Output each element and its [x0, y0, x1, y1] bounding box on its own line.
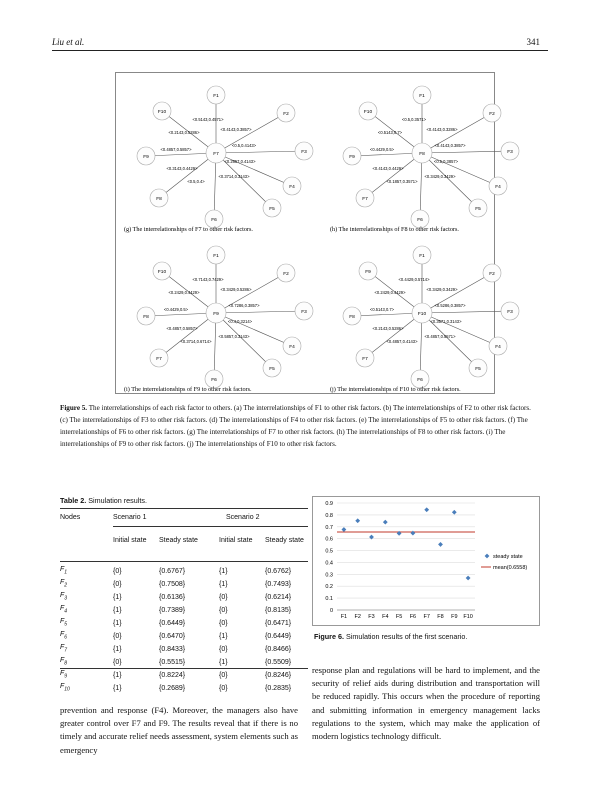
value-cell: {0} [113, 580, 122, 588]
network-panel-i [124, 246, 313, 393]
x-tick-label: F6 [409, 614, 417, 620]
edge-arrow [422, 311, 510, 313]
figure-6-label: Figure 6. [314, 632, 344, 641]
edge-arrow [352, 313, 422, 316]
edge-weight-label: <0.3429,0.5286> [220, 287, 252, 292]
value-cell: {0} [113, 567, 122, 575]
edge-arrow [146, 153, 216, 156]
edge-arrow [365, 313, 422, 358]
edge-weight-label: <0.5143,0.7> [377, 130, 403, 135]
edge-weight-label: <0.2857,0.4143> [224, 159, 256, 164]
header-steady-state-2: Steady state [265, 537, 304, 544]
node-label: F8 [349, 314, 355, 320]
node-cell: $F_1$ [60, 566, 68, 576]
y-tick-label: 0.6 [325, 536, 333, 543]
edge-weight-label: <0.4857,0.4143> [386, 339, 418, 344]
edge-weight-label: <0.5,0.3857> [433, 159, 459, 164]
value-cell: {0} [219, 684, 228, 692]
node-label: F3 [507, 149, 513, 155]
edge-weight-label: <0.4,0.3214> [227, 319, 253, 324]
table-row [60, 643, 308, 656]
node-label: F9 [365, 269, 371, 275]
value-cell: {0} [219, 671, 228, 679]
node-cell: $F_9$ [60, 669, 68, 680]
edge-arrow [159, 313, 216, 358]
y-tick-label: 0 [329, 608, 333, 614]
node-label: F9 [143, 154, 149, 160]
edge-weight-label: <0.1857,0.3571> [386, 179, 418, 184]
value-cell: {0.2835} [265, 684, 292, 692]
node-label: F4 [495, 184, 501, 190]
edge-weight-label: <0.4429,0.5> [163, 307, 189, 312]
figure-5-label: Figure 5. [60, 404, 88, 412]
value-cell: {0} [219, 606, 228, 614]
header-rule [52, 50, 548, 51]
node-label: F8 [156, 196, 162, 202]
table-row [60, 630, 308, 643]
node-label: F1 [213, 253, 219, 259]
data-point [342, 527, 347, 532]
header-initial-state-2: Initial state [219, 537, 253, 544]
node-label: F5 [269, 206, 275, 212]
node-label: F5 [475, 206, 481, 212]
value-cell: {0.6471} [265, 619, 292, 627]
node-cell: $F_4$ [60, 604, 68, 615]
body-paragraph-right: response plan and regulations will be hard to implement, and the security of relief aids during distribution and transportation will be reduced rapidly. This occurs when the procedure of reporting and submitting information in emergency management lacks regulations to the system, which may make the application of modern logistics technology difficult. [312, 665, 540, 742]
table-row [60, 591, 308, 604]
x-tick-label: F3 [368, 614, 375, 620]
node-label: F10 [363, 109, 373, 115]
table-header-rule [60, 561, 308, 562]
running-header-author: Liu et al. [52, 37, 85, 47]
edge-weight-label: <0.2143,0.5286> [168, 130, 200, 135]
node-cell: $F_8$ [60, 656, 68, 667]
node-label: F6 [211, 217, 217, 223]
figure-5-box [115, 72, 513, 394]
edge-weight-label: <0.3714,0.6714> [180, 339, 212, 344]
panel-subcaption: (j) The interrelationships of F10 to other risk factors. [330, 386, 461, 393]
node-label: F5 [269, 366, 275, 372]
edge-weight-label: <0.3143,0.4429> [166, 166, 198, 171]
value-cell: {0.8433} [159, 645, 186, 653]
y-tick-label: 0.2 [325, 584, 333, 591]
node-label: F3 [301, 149, 307, 155]
edge-arrow [216, 313, 292, 346]
value-cell: {0.6449} [159, 619, 186, 627]
figure-6-plot [313, 497, 539, 625]
edge-arrow [422, 151, 510, 153]
data-point [383, 520, 388, 525]
edge-weight-label: <0.5,0.4> [187, 179, 205, 184]
edge-arrow [352, 153, 422, 156]
center-node-label: F7 [213, 151, 219, 157]
value-cell: {0.8246} [265, 671, 292, 679]
node-cell: $F_{10}$ [60, 682, 70, 693]
table-row [60, 604, 308, 617]
value-cell: {0} [219, 593, 228, 601]
data-point [452, 510, 457, 515]
table-row [60, 669, 308, 682]
x-tick-label: F1 [340, 614, 348, 620]
value-cell: {0.6767} [159, 567, 186, 575]
x-tick-label: F8 [437, 614, 444, 620]
value-cell: {0.2689} [159, 684, 186, 692]
table-2-title [60, 496, 147, 505]
edge-weight-label: <0.4429,0.5714> [398, 277, 430, 282]
header-steady-state-1: Steady state [159, 537, 198, 544]
node-label: F5 [475, 366, 481, 372]
edge-weight-label: <0.4857,0.5857> [160, 147, 192, 152]
center-node-label: F9 [213, 311, 219, 317]
edge-arrow [422, 313, 498, 346]
edge-arrow [159, 153, 216, 198]
x-tick-label: F4 [382, 614, 389, 620]
header-scenario-1: Scenario 1 [113, 514, 147, 521]
table-row [60, 656, 308, 669]
legend-label-steady: steady state [493, 554, 523, 560]
node-label: F2 [283, 111, 289, 117]
figure-5-caption [60, 402, 540, 450]
value-cell: {0.8224} [159, 671, 186, 679]
table-sub-header [60, 536, 308, 546]
value-cell: {0.5515} [159, 658, 186, 666]
figure-6-caption-text: Simulation results of the first scenario. [345, 632, 468, 641]
node-label: F4 [289, 184, 295, 190]
value-cell: {1} [113, 684, 122, 692]
header-initial-state-1: Initial state [113, 537, 147, 544]
value-cell: {0.7508} [159, 580, 186, 588]
node-label: F6 [417, 217, 423, 223]
edge-arrow [146, 313, 216, 316]
value-cell: {1} [219, 580, 228, 588]
edge-weight-label: <0.3429,0.3429> [426, 287, 458, 292]
value-cell: {0.7493} [265, 580, 292, 588]
figure-6-caption [314, 632, 467, 641]
value-cell: {0} [113, 658, 122, 666]
network-panel-g [124, 86, 313, 233]
value-cell: {0.5509} [265, 658, 292, 666]
y-tick-label: 0.7 [325, 524, 333, 531]
node-label: F6 [417, 377, 423, 383]
value-cell: {1} [219, 632, 228, 640]
node-label: F1 [419, 253, 425, 259]
node-label: F3 [301, 309, 307, 315]
edge-weight-label: <0.5143,0.7> [369, 307, 395, 312]
value-cell: {0} [219, 645, 228, 653]
x-tick-label: F5 [395, 614, 403, 620]
edge-weight-label: <0.5286,0.3857> [434, 303, 466, 308]
table-row [60, 682, 308, 695]
node-cell: $F_5$ [60, 617, 68, 628]
edge-weight-label: <0.3714,0.3143> [218, 174, 250, 179]
edge-weight-label: <0.5143,0.4571> [192, 117, 224, 122]
value-cell: {0} [113, 632, 122, 640]
value-cell: {0.6136} [159, 593, 186, 601]
edge-weight-label: <0.3429,0.3429> [424, 174, 456, 179]
network-panel-j [330, 246, 519, 393]
x-tick-label: F10 [463, 614, 473, 620]
node-label: F1 [419, 93, 425, 99]
table-bottom-rule [60, 668, 308, 669]
value-cell: {0.8466} [265, 645, 292, 653]
node-label: F4 [289, 344, 295, 350]
scenario-2-rule [219, 526, 308, 527]
table-row [60, 578, 308, 591]
node-label: F6 [211, 377, 217, 383]
y-tick-label: 0.1 [325, 596, 333, 603]
y-tick-label: 0.8 [325, 512, 333, 519]
node-cell: $F_6$ [60, 630, 68, 641]
figure-5-diagrams [116, 73, 513, 393]
node-label: F2 [283, 271, 289, 277]
scenario-1-rule [113, 526, 219, 527]
node-label: F10 [157, 109, 167, 115]
data-point [438, 542, 443, 547]
y-tick-label: 0.5 [325, 548, 333, 555]
node-label: F9 [349, 154, 355, 160]
value-cell: {0.8135} [265, 606, 292, 614]
node-cell: $F_7$ [60, 643, 68, 654]
node-label: F1 [213, 93, 219, 99]
panel-subcaption: (g) The interrelationships of F7 to other risk factors. [124, 226, 253, 233]
edge-arrow [216, 311, 304, 313]
edge-weight-label: <0.2429,0.4429> [374, 290, 406, 295]
edge-arrow [365, 153, 422, 198]
legend-marker-steady [485, 554, 490, 559]
edge-arrow [422, 153, 498, 186]
data-point [466, 576, 471, 581]
y-tick-label: 0.3 [325, 572, 333, 579]
y-tick-label: 0.4 [325, 560, 333, 567]
edge-weight-label: <0.2143,0.5286> [372, 326, 404, 331]
edge-weight-label: <0.5,0.4143> [231, 143, 257, 148]
value-cell: {0.6449} [265, 632, 292, 640]
edge-weight-label: <0.4857,0.5857> [166, 326, 198, 331]
node-cell: $F_3$ [60, 591, 68, 602]
edge-weight-label: <0.4857,0.5571> [424, 334, 456, 339]
value-cell: {1} [219, 567, 228, 575]
table-row [60, 565, 308, 578]
panel-subcaption: (i) The interrelationships of F9 to other risk factors. [124, 386, 252, 393]
edge-arrow [216, 151, 304, 153]
data-point [355, 518, 360, 523]
value-cell: {1} [113, 593, 122, 601]
table-top-rule [60, 508, 308, 509]
edge-weight-label: <0.7143,0.7429> [192, 277, 224, 282]
edge-weight-label: <0.4143,0.3857> [220, 127, 252, 132]
x-tick-label: F2 [354, 614, 361, 620]
node-label: F2 [489, 271, 495, 277]
table-row [60, 617, 308, 630]
edge-weight-label: <0.3571,0.3143> [430, 319, 462, 324]
center-node-label: F8 [419, 151, 425, 157]
value-cell: {0} [219, 619, 228, 627]
table-group-header [60, 513, 259, 523]
data-point [424, 507, 429, 512]
node-label: F10 [157, 269, 167, 275]
figure-5-caption-text: The interrelationships of each risk factor to others. (a) The interrelationships of F1 to other risk factors. (b) The interrelationships of F2 to other risk factors. (c) The interrelationships of F3 to other risk factors. (d) The interrelationships of F4 to other risk factors. (e) The interrelationships of F5 to other risk factors. (f) The interrelationships of F6 to other risk factors. (g) The interrelationships of F7 to other risk factors. (h) The interrelationships of F8 to other risk factors. (i) The interrelationships of F9 to other risk factors. (j) The interrelationships of F10 to other risk factors. [60, 404, 531, 448]
data-point [411, 531, 416, 536]
value-cell: {0.6214} [265, 593, 292, 601]
table-2-label: Table 2. [60, 496, 87, 505]
node-label: F3 [507, 309, 513, 315]
edge-weight-label: <0.4143,0.3857> [434, 143, 466, 148]
node-label: F7 [362, 356, 368, 362]
value-cell: {1} [113, 671, 122, 679]
page-number: 341 [526, 37, 540, 47]
header-scenario-2: Scenario 2 [226, 514, 260, 521]
y-tick-label: 0.9 [325, 501, 333, 507]
panel-subcaption: (h) The interrelationships of F8 to other risk factors. [330, 226, 459, 233]
edge-weight-label: <0.5,0.3571> [401, 117, 427, 122]
node-cell: $F_2$ [60, 578, 68, 589]
node-label: F8 [143, 314, 149, 320]
edge-weight-label: <0.2429,0.4429> [168, 290, 200, 295]
figure-6-chart [312, 496, 540, 626]
node-label: F2 [489, 111, 495, 117]
edge-weight-label: <0.7286,0.3857> [228, 303, 260, 308]
edge-arrow [216, 153, 292, 186]
value-cell: {0.7389} [159, 606, 186, 614]
value-cell: {1} [113, 619, 122, 627]
center-node-label: F10 [417, 311, 427, 317]
edge-weight-label: <0.5857,0.3143> [218, 334, 250, 339]
x-tick-label: F7 [423, 614, 430, 620]
edge-weight-label: <0.4143,0.4429> [372, 166, 404, 171]
table-2-title-text: Simulation results. [88, 496, 147, 505]
value-cell: {1} [219, 658, 228, 666]
body-paragraph-left: prevention and response (F4). Moreover, the managers also have greater control over F7 and F9. The results reveal that if there is no timely and accurate relief needs assessment, system elements such as emergency [60, 705, 298, 755]
edge-weight-label: <0.4143,0.3286> [426, 127, 458, 132]
x-tick-label: F9 [451, 614, 458, 620]
value-cell: {1} [113, 606, 122, 614]
node-label: F4 [495, 344, 501, 350]
legend-label-mean: mean(0.6558) [493, 565, 528, 571]
value-cell: {0.6470} [159, 632, 186, 640]
header-nodes: Nodes [60, 514, 81, 521]
node-label: F7 [156, 356, 162, 362]
network-panel-h [330, 86, 519, 233]
value-cell: {1} [113, 645, 122, 653]
table-body [60, 565, 308, 695]
node-label: F7 [362, 196, 368, 202]
edge-weight-label: <0.4429,0.5> [369, 147, 395, 152]
value-cell: {0.6762} [265, 567, 292, 575]
